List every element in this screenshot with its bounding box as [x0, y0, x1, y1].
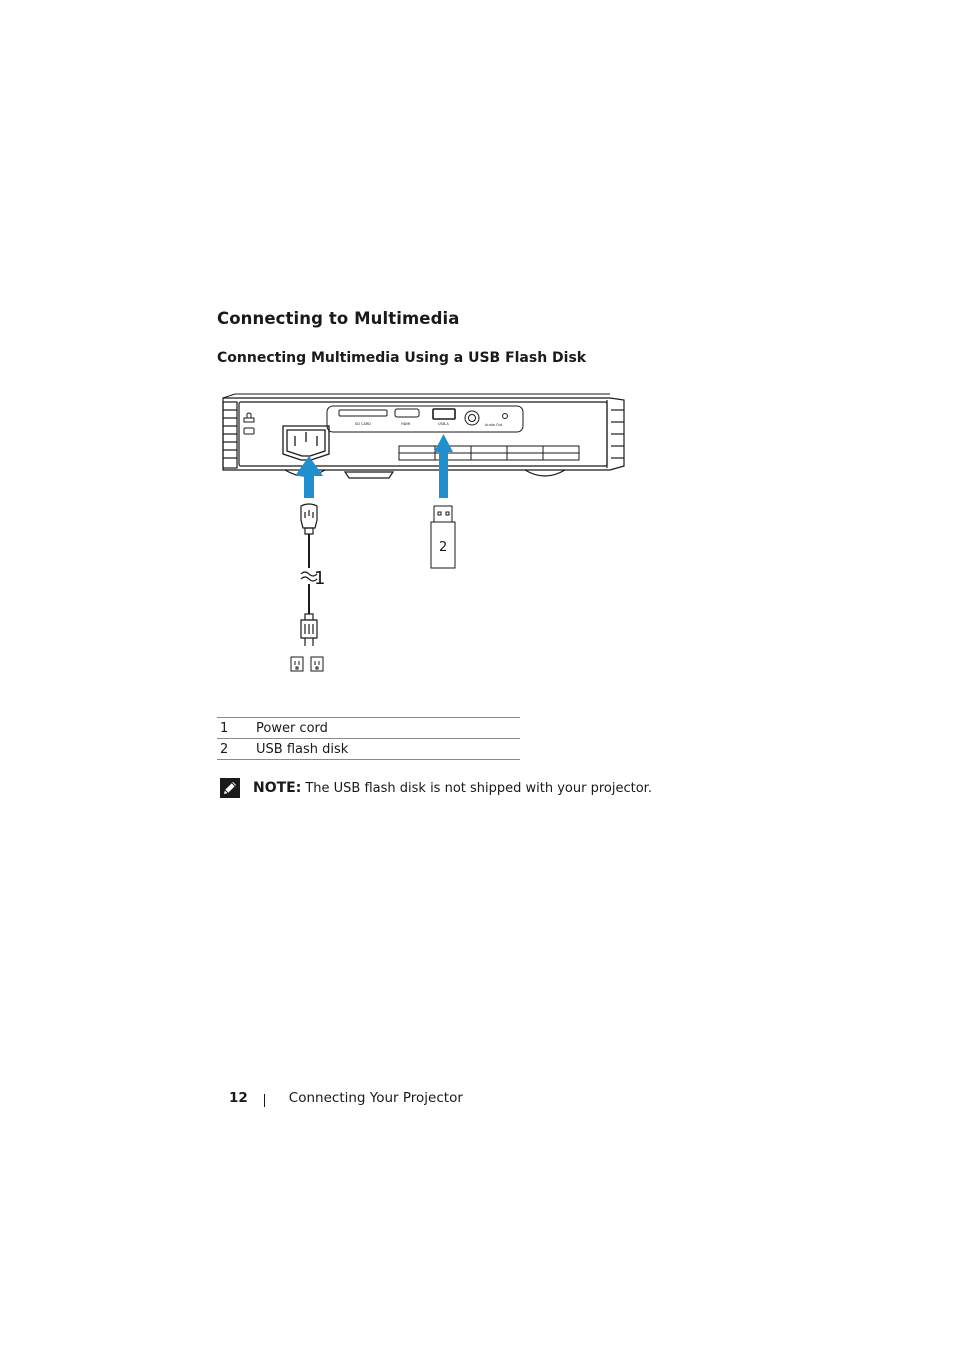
- legend-label: Power cord: [256, 718, 520, 739]
- connection-diagram: [215, 388, 635, 688]
- note: [219, 777, 652, 799]
- port-label-usb: USB-A: [438, 422, 449, 426]
- port-label-audio: Audio Out: [485, 423, 503, 427]
- note-text: The USB flash disk is not shipped with your projector.: [305, 780, 652, 796]
- legend-label: USB flash disk: [256, 739, 520, 760]
- page-footer: [229, 1088, 463, 1107]
- usb-flash-disk: [431, 506, 455, 568]
- legend-number: 2: [217, 739, 256, 760]
- note-label: NOTE:: [253, 780, 302, 796]
- callout-1: 1: [314, 568, 326, 589]
- callout-2: 2: [439, 540, 448, 555]
- table-row: [217, 739, 520, 760]
- table-row: [217, 718, 520, 739]
- port-label-sd: SD CARD: [355, 422, 371, 426]
- page-title: Connecting to Multimedia: [217, 309, 460, 328]
- port-label-hdmi: HDMI: [401, 422, 411, 426]
- footer-divider: [264, 1094, 265, 1107]
- chapter-title: Connecting Your Projector: [288, 1089, 463, 1106]
- legend-table: [217, 717, 520, 760]
- page-number: 12: [229, 1089, 248, 1106]
- legend-number: 1: [217, 718, 256, 739]
- connection-diagram-svg: [215, 388, 635, 688]
- pencil-note-icon: [219, 777, 241, 799]
- section-subtitle: Connecting Multimedia Using a USB Flash Disk: [217, 350, 587, 366]
- wall-outlet-icon: [291, 657, 323, 671]
